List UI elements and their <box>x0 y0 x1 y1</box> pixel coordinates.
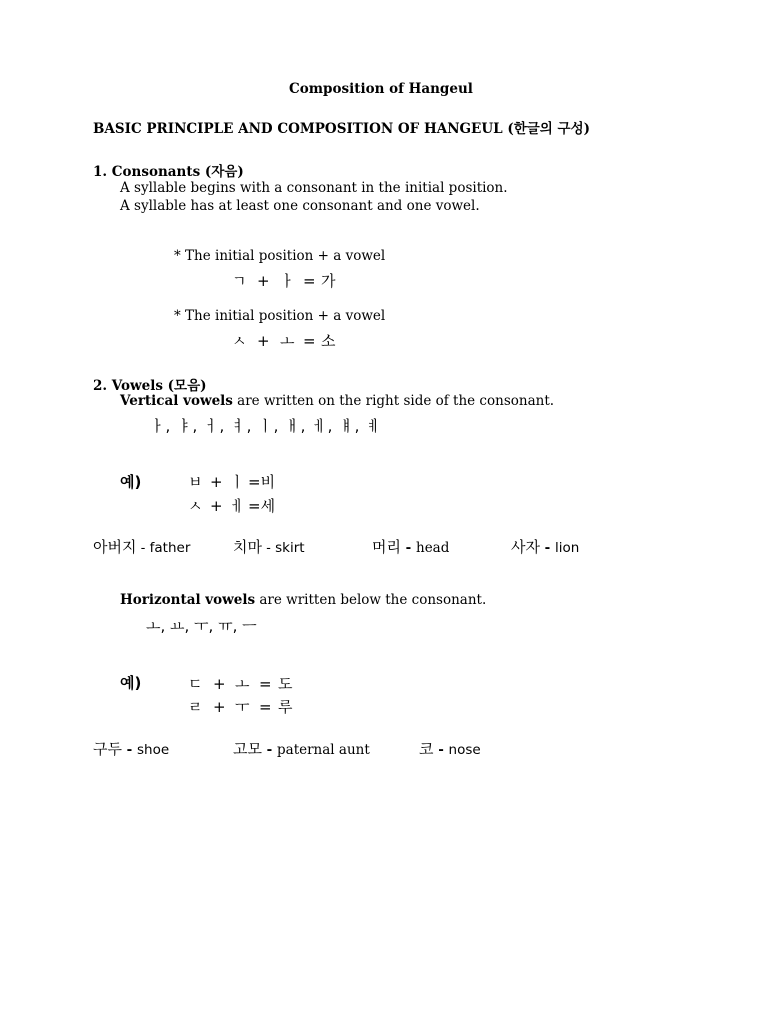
vertical-vowels-list: ㅏ, ㅑ, ㅓ, ㅕ, ㅣ, ㅐ, ㅔ, ㅒ, ㅖ <box>150 417 382 435</box>
consonant-note-1: * The initial position + a vowel <box>174 248 386 264</box>
consonant-equation-2: ㅅ + ㅗ = 소 <box>232 332 336 350</box>
vertical-word-2: 치마 - skirt <box>233 538 305 556</box>
example-label-horizontal: 예) <box>120 674 142 692</box>
document-title: Composition of Hangeul <box>289 81 473 97</box>
vertical-example-1: ㅂ + ㅣ =비 <box>188 473 276 491</box>
vertical-word-3: 머리 - head <box>372 538 450 556</box>
main-heading: BASIC PRINCIPLE AND COMPOSITION OF HANGEUL (한글의 구성) <box>93 121 590 137</box>
vertical-word-1: 아버지 - father <box>93 538 191 556</box>
consonant-note-2: * The initial position + a vowel <box>174 308 386 324</box>
horizontal-word-2: 고모 - paternal aunt <box>233 740 370 758</box>
consonants-heading: 1. Consonants (자음) <box>93 164 244 180</box>
example-label-vertical: 예) <box>120 473 142 491</box>
consonants-line-1: A syllable begins with a consonant in the initial position. <box>120 180 508 196</box>
consonants-line-2: A syllable has at least one consonant and one vowel. <box>120 198 480 214</box>
horizontal-example-1: ㄷ + ㅗ = 도 <box>188 675 293 693</box>
horizontal-word-3: 코 - nose <box>419 740 481 758</box>
horizontal-word-1: 구두 - shoe <box>93 740 170 758</box>
horizontal-example-2: ㄹ + ㅜ = 루 <box>188 698 293 716</box>
vertical-example-2: ㅅ + ㅔ =세 <box>188 497 276 515</box>
vertical-vowels-description: Vertical vowels are written on the right side of the consonant. <box>120 393 555 409</box>
vowels-heading: 2. Vowels (모음) <box>93 378 207 394</box>
horizontal-vowels-description: Horizontal vowels are written below the consonant. <box>120 592 487 608</box>
horizontal-vowels-list: ㅗ, ㅛ, ㅜ, ㅠ, ㅡ <box>146 617 257 635</box>
vertical-word-4: 사자 - lion <box>511 538 580 556</box>
consonant-equation-1: ㄱ + ㅏ = 가 <box>232 272 336 290</box>
